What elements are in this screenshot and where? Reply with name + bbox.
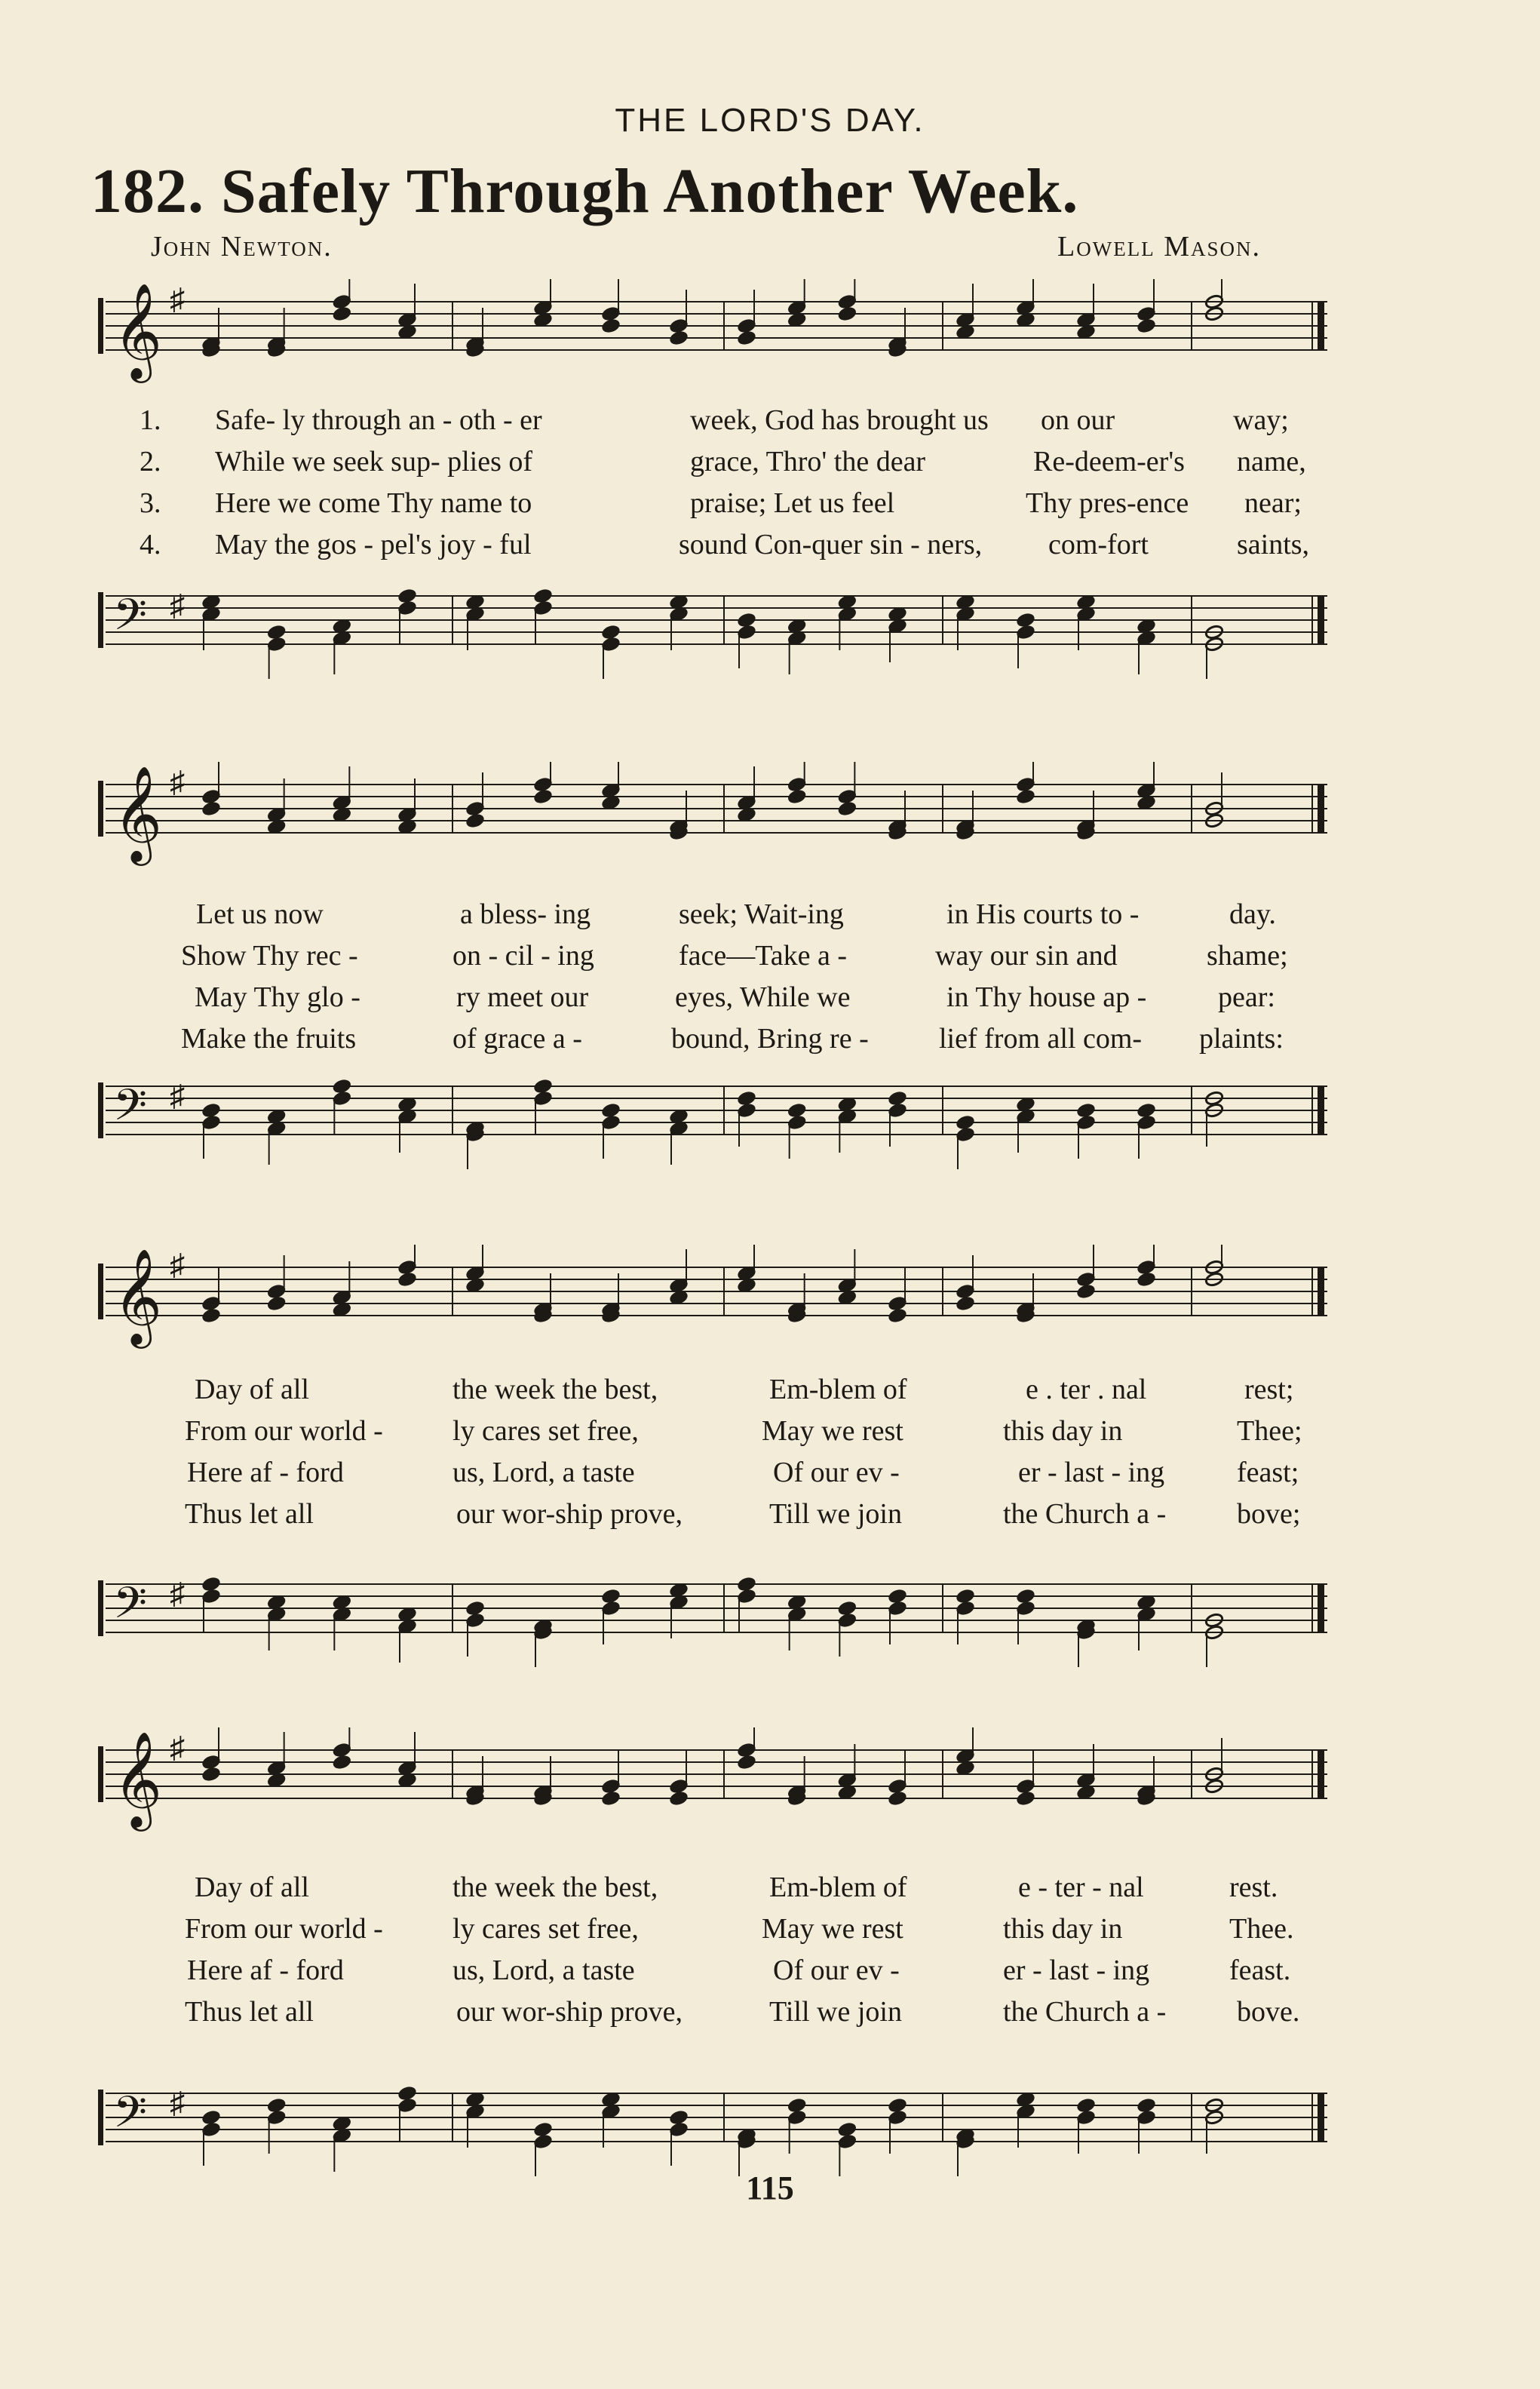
treble-staff-1	[98, 279, 1335, 385]
lyric-line: Show Thy rec - on - cil - ing face—Take a - way our sin and shame;	[181, 940, 1288, 972]
svg-text:♯: ♯	[170, 282, 185, 316]
svg-text:♯: ♯	[170, 588, 185, 622]
lyrics-system-3	[151, 1369, 1320, 1535]
lyric-line: Thus let all our wor-ship prove, Till we join the Church a - bove;	[185, 1498, 1301, 1530]
lyric-line: Here af - ford us, Lord, a taste Of our ev - er - last - ing feast.	[187, 1954, 1291, 1986]
svg-text:𝄞: 𝄞	[113, 1248, 163, 1344]
svg-text:♯: ♯	[170, 765, 185, 799]
treble-staff-lines	[98, 279, 1335, 385]
svg-text:♯: ♯	[170, 1577, 185, 1611]
lyric-line: Thus let all our wor-ship prove, Till we join the Church a - bove.	[185, 1996, 1300, 2028]
svg-text:♯: ♯	[170, 1248, 185, 1282]
lyric-line: Day of all the week the best, Em-blem of e . ter . nal rest;	[195, 1374, 1294, 1405]
bass-staff-4	[98, 2071, 1335, 2176]
svg-text:𝄢: 𝄢	[113, 1079, 148, 1141]
lyric-line: 4. May the gos - pel's joy - ful sound Con-quer sin - ners, com-fort saints,	[140, 529, 1310, 560]
svg-text:𝄞: 𝄞	[113, 1730, 163, 1827]
lyrics-system-1	[140, 400, 1320, 566]
svg-text:♯: ♯	[170, 1730, 185, 1764]
treble-staff-2	[98, 762, 1335, 867]
bass-staff-lines	[98, 1064, 1335, 1169]
svg-text:𝄢: 𝄢	[113, 1577, 148, 1639]
svg-text:♯: ♯	[170, 2086, 185, 2120]
bass-staff-lines	[98, 1561, 1335, 1667]
lyric-line: 3. Here we come Thy name to praise; Let us feel Thy pres-ence near;	[140, 487, 1302, 519]
treble-staff-4	[98, 1727, 1335, 1833]
lyric-line: From our world - ly cares set free, May we rest this day in Thee.	[185, 1913, 1294, 1945]
hymn-title-line	[90, 155, 1078, 228]
page-number: 115	[746, 2169, 794, 2206]
lyric-line: Day of all the week the best, Em-blem of e - ter - nal rest.	[195, 1872, 1278, 1903]
lyric-line: Make the fruits of grace a - bound, Bring re - lief from all com- plaints:	[181, 1023, 1284, 1055]
lyric-line: Here af - ford us, Lord, a taste Of our ev - er - last - ing feast;	[187, 1457, 1299, 1488]
lyric-line: May Thy glo - ry meet our eyes, While we in Thy house ap - pear:	[195, 981, 1275, 1013]
lyrics-system-4	[151, 1867, 1320, 2033]
bass-staff-3	[98, 1561, 1335, 1667]
hymn-composer: Lowell Mason.	[1057, 231, 1261, 263]
svg-text:𝄢: 𝄢	[113, 2087, 148, 2148]
bass-staff-1	[98, 573, 1335, 679]
svg-text:𝄞: 𝄞	[113, 282, 163, 379]
lyric-line: Let us now a bless- ing seek; Wait-ing in His courts to - day.	[196, 898, 1276, 930]
section-header: THE LORD'S DAY.	[615, 102, 925, 139]
svg-text:𝄢: 𝄢	[113, 589, 148, 651]
svg-text:𝄞: 𝄞	[113, 765, 163, 861]
bass-staff-lines	[98, 2071, 1335, 2176]
treble-staff-lines	[98, 1727, 1335, 1833]
bass-staff-2	[98, 1064, 1335, 1169]
svg-text:♯: ♯	[170, 1079, 185, 1113]
hymn-title: Safely Through Another Week.	[221, 156, 1079, 226]
lyric-line: 1. Safe- ly through an - oth - er week, God has brought us on our way;	[140, 404, 1289, 436]
hymn-number: 182.	[90, 156, 204, 226]
bass-staff-lines	[98, 573, 1335, 679]
treble-staff-lines	[98, 1245, 1335, 1350]
treble-staff-3	[98, 1245, 1335, 1350]
lyric-line: 2. While we seek sup- plies of grace, Thro' the dear Re-deem-er's name,	[140, 446, 1306, 477]
treble-staff-lines	[98, 762, 1335, 867]
hymn-author: John Newton.	[151, 231, 333, 263]
lyric-line: From our world - ly cares set free, May we rest this day in Thee;	[185, 1415, 1302, 1447]
lyrics-system-2	[151, 894, 1320, 1060]
